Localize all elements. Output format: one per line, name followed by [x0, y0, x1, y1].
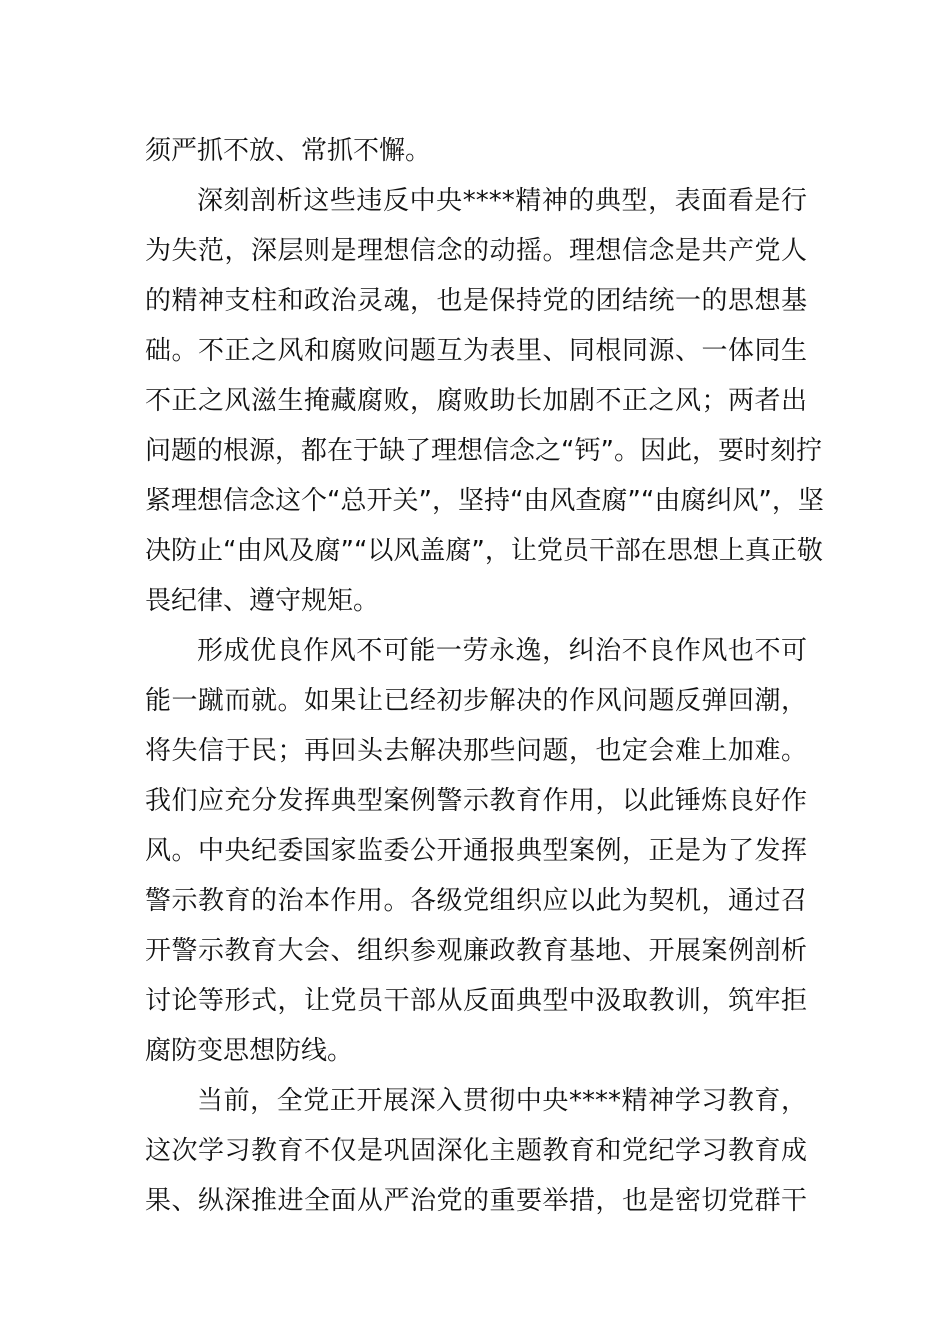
text-line: 开警示教育大会、组织参观廉政教育基地、开展案例剖析	[145, 936, 807, 966]
text-line: 腐防变思想防线。	[145, 1036, 354, 1066]
text-line: 警示教育的治本作用。各级党组织应以此为契机，通过召	[145, 886, 807, 916]
text-line: 将失信于民；再回头去解决那些问题，也定会难上加难。	[145, 736, 807, 766]
text-line: 畏纪律、遵守规矩。	[145, 586, 380, 616]
text-line: 深刻剖析这些违反中央****精神的典型，表面看是行	[197, 186, 807, 216]
text-line: 须严抓不放、常抓不懈。	[145, 136, 432, 166]
text-line: 的精神支柱和政治灵魂，也是保持党的团结统一的思想基	[145, 286, 807, 316]
text-line: 础。不正之风和腐败问题互为表里、同根同源、一体同生	[145, 336, 807, 366]
paragraph	[145, 126, 807, 176]
text-line: 这次学习教育不仅是巩固深化主题教育和党纪学习教育成	[145, 1136, 807, 1166]
text-line: 问题的根源，都在于缺了理想信念之“钙”。因此，要时刻拧	[145, 436, 822, 466]
text-line: 果、纵深推进全面从严治党的重要举措，也是密切党群干	[145, 1186, 807, 1216]
text-line: 风。中央纪委国家监委公开通报典型案例，正是为了发挥	[145, 836, 807, 866]
text-line: 能一蹴而就。如果让已经初步解决的作风问题反弹回潮，	[145, 686, 807, 716]
text-line: 形成优良作风不可能一劳永逸，纠治不良作风也不可	[197, 636, 807, 666]
document-body	[145, 126, 824, 1226]
paragraph	[145, 176, 824, 626]
paragraph	[145, 1076, 807, 1226]
text-line: 讨论等形式，让党员干部从反面典型中汲取教训，筑牢拒	[145, 986, 807, 1016]
text-line: 我们应充分发挥典型案例警示教育作用，以此锤炼良好作	[145, 786, 807, 816]
paragraph	[145, 626, 807, 1076]
text-line: 决防止“由风及腐”“以风盖腐”，让党员干部在思想上真正敬	[145, 536, 823, 566]
text-line: 不正之风滋生掩藏腐败，腐败助长加剧不正之风；两者出	[145, 386, 807, 416]
text-line: 紧理想信念这个“总开关”，坚持“由风查腐”“由腐纠风”，坚	[145, 486, 824, 516]
text-line: 为失范，深层则是理想信念的动摇。理想信念是共产党人	[145, 236, 807, 266]
text-line: 当前，全党正开展深入贯彻中央****精神学习教育，	[197, 1086, 807, 1116]
